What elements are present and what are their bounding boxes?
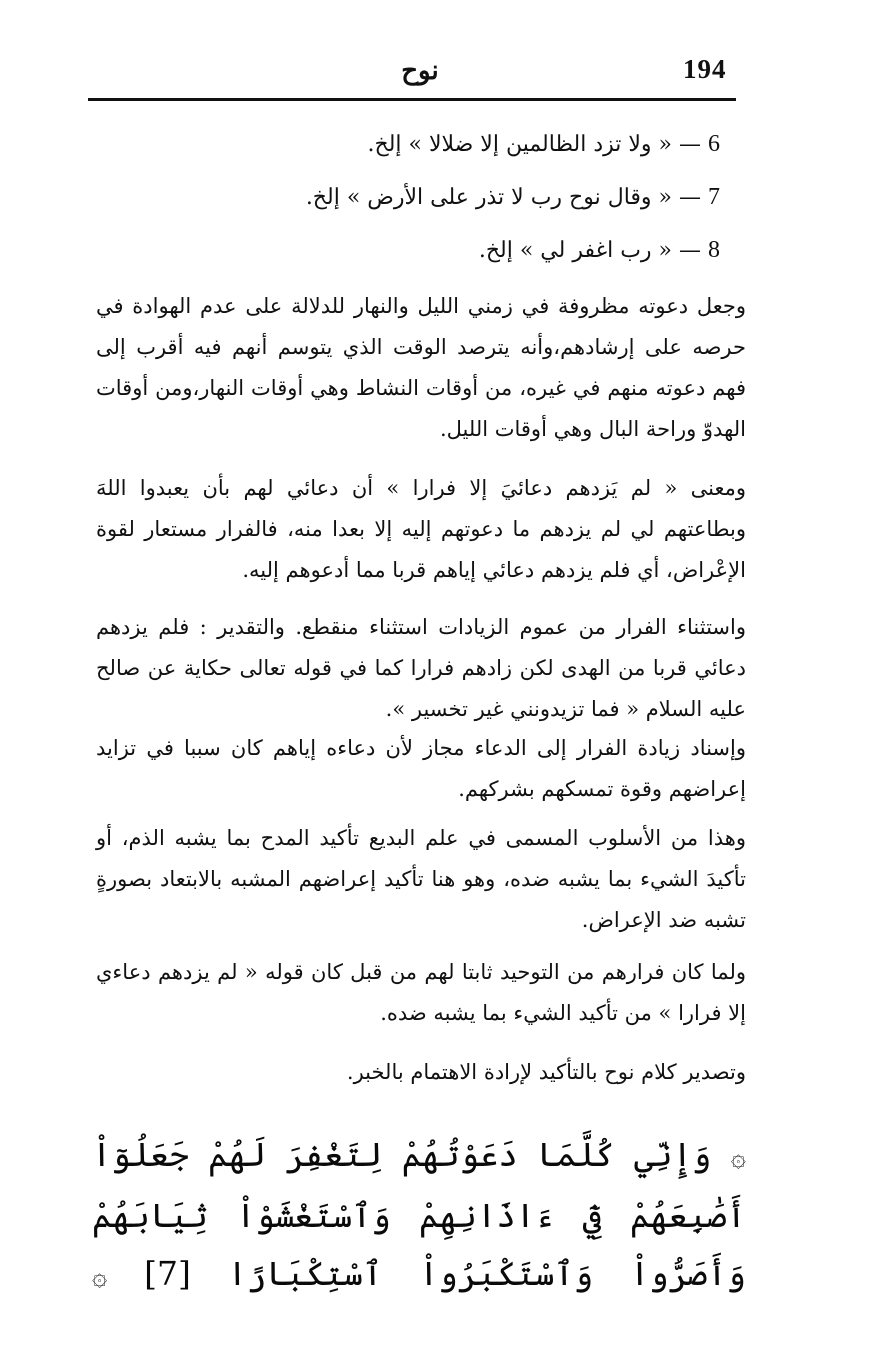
header-rule [88, 98, 736, 101]
quran-verse [92, 1126, 746, 1306]
commentary-paragraph: وتصدير كلام نوح بالتأكيد لإرادة الاهتمام بالخبر. [346, 1060, 746, 1084]
running-title: نوح [401, 56, 439, 86]
quran-verse-text: وَإِنِّي كُلَّمَا دَعَوْتُهُمْ لِتَغْفِرَ لَهُمْ جَعَلُوٓاْ أَصَٰبِعَهُمْ فِيٓ ءَاذَانِهِمْ وَٱسْتَغْشَوْاْ ثِيَابَهُمْ وَأَصَرُّواْ وَٱسْتَكْبَرُواْ ٱسْتِكْبَارًا [92, 1135, 746, 1293]
verse-reference-item [200, 171, 720, 224]
commentary-paragraph: ولما كان فرارهم من التوحيد ثابتا لهم من قبل كان قوله « لم يزدهم دعاءي إلا فرارا » من تأكيد الشيء بما يشبه ضده. [96, 960, 746, 1025]
page-number: 194 [683, 54, 727, 84]
verse-reference-list [200, 118, 720, 277]
commentary-paragraph: وإسناد زيادة الفرار إلى الدعاء مجاز لأن دعاءه إياهم كان سببا في تزايد إعراضهم وقوة تمسكهم بشركهم. [96, 736, 746, 801]
commentary-paragraph: واستثناء الفرار من عموم الزيادات استثناء منقطع. والتقدير : فلم يزدهم دعائي قربا من الهدى لكن زادهم فرارا كما في قوله تعالى حكاية عن صالح عليه السلام « فما تزيدونني غير تخسير ». [96, 615, 746, 721]
verse-ornament-open: ۞ [730, 1143, 746, 1173]
verse-reference-text: — « رب اغفر لي » إلخ. [478, 238, 701, 263]
commentary-paragraph: ومعنى « لم يَزدهم دعائيَ إلا فرارا » أن دعائي لهم بأن يعبدوا اللهَ وبطاعتهم لي لم يزدهم ما دعوتهم إليه إلا بعدا منه، فالفرار مستعار لقوة الإعْراض، أي فلم يزدهم دعائي إياهم قربا مما أدعوهم إليه. [96, 476, 746, 582]
verse-reference-text: — « وقال نوح رب لا تذر على الأرض » إلخ. [305, 185, 701, 210]
verse-reference-number: 6 [708, 131, 720, 157]
verse-reference-item [200, 224, 720, 277]
quran-verse-number: [7] [144, 1254, 191, 1293]
commentary-paragraph: وجعل دعوته مظروفة في زمني الليل والنهار للدلالة على عدم الهوادة في حرصه على إرشادهم،وأنه يترصد الوقت الذي يتوسم أنهم فيه أقرب إلى فهم دعوته منهم في غيره، من أوقات النشاط وهي أوقات النهار،ومن أوقات الهدوّ وراحة البال وهي أوقات الليل. [96, 294, 746, 441]
commentary-paragraph: وهذا من الأسلوب المسمى في علم البديع تأكيد المدح بما يشبه الذم، أو تأكيدَ الشيء بما يشبه ضده، وهو هنا تأكيد إعراضهم المشبه بالابتعاد بصورةٍ تشبه ضد الإعراض. [96, 826, 746, 932]
verse-reference-text: — « ولا تزد الظالمين إلا ضلالا » إلخ. [367, 132, 701, 157]
verse-ornament-close: ۞ [92, 1262, 108, 1292]
verse-reference-item [200, 118, 720, 171]
verse-reference-number: 8 [708, 237, 720, 263]
verse-reference-number: 7 [708, 184, 720, 210]
